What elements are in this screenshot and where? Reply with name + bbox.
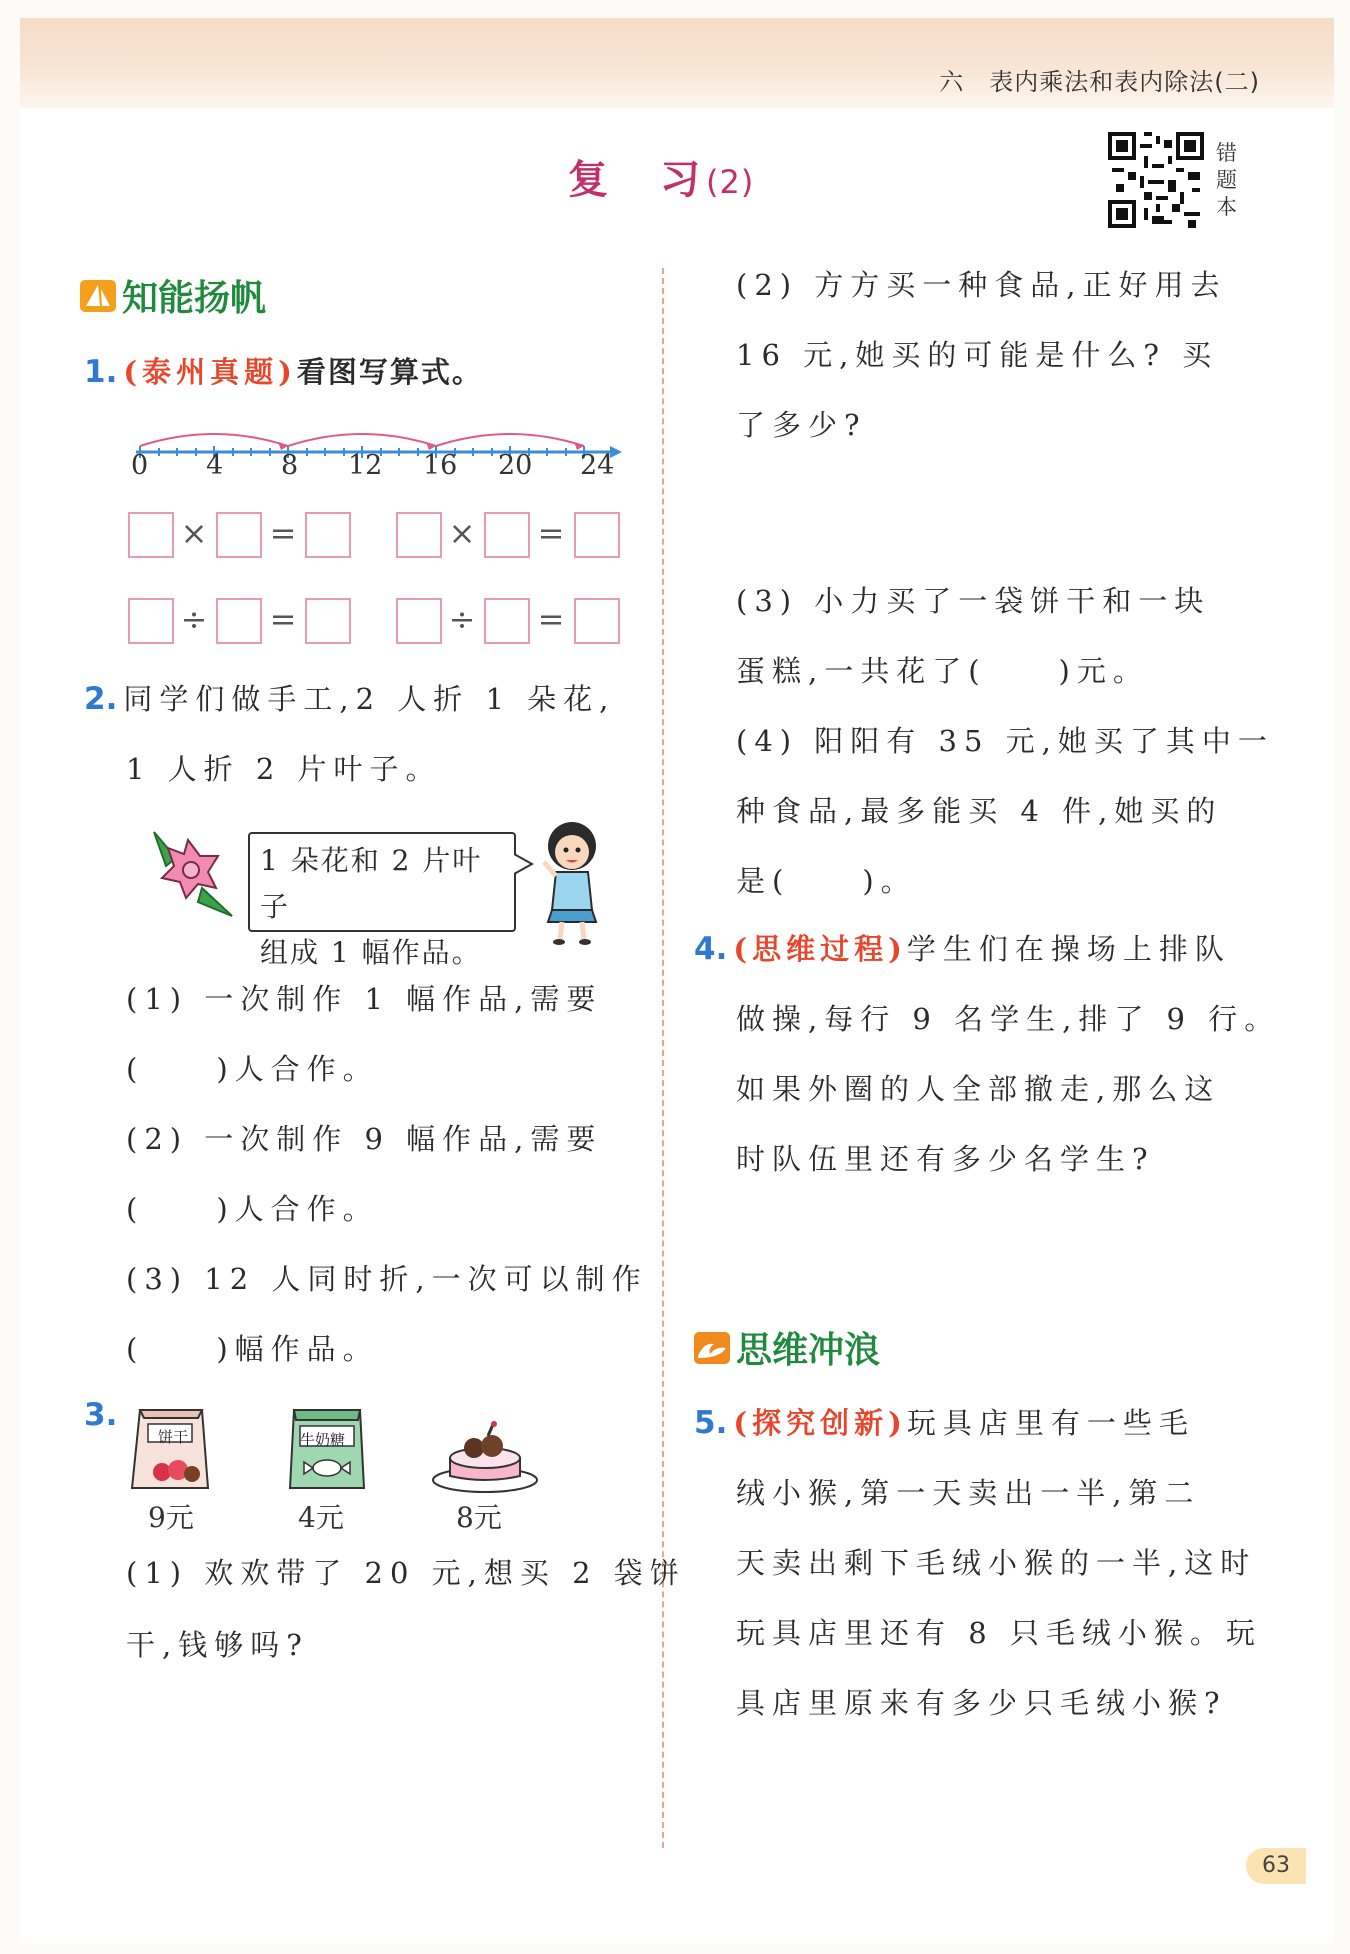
question-number: 4. [694, 931, 728, 967]
operator: × [448, 514, 476, 552]
q3-part-3: (3) 小力买了一袋饼干和一块 [736, 584, 1211, 618]
question-text-line: 绒小猴,第一天卖出一半,第二 [736, 1476, 1201, 1510]
question-number: 3. [84, 1397, 118, 1433]
item-price: 4元 [298, 1501, 344, 1534]
answer-box[interactable] [574, 598, 620, 644]
question-text-line: 1 人折 2 片叶子。 [126, 752, 442, 786]
operator: = [537, 514, 565, 552]
paper-flower-icon [146, 826, 236, 920]
q3-part-1: (1) 欢欢带了 20 元,想买 2 袋饼 [126, 1556, 686, 1590]
bubble-line: 组成 1 幅作品。 [260, 936, 482, 969]
page-title [568, 148, 754, 205]
biscuit-bag-icon [124, 1400, 220, 1496]
question-number: 2. [84, 681, 118, 717]
title-sub: (2) [706, 163, 755, 201]
answer-box[interactable] [396, 598, 442, 644]
operator: ÷ [180, 600, 208, 638]
q3-part-3-answer[interactable]: 蛋糕,一共花了( )元。 [736, 654, 1149, 688]
q2-part-2-answer[interactable]: ( )人合作。 [126, 1192, 379, 1226]
question-text: 看图写算式。 [296, 355, 483, 389]
answer-box[interactable] [396, 512, 442, 558]
answer-box[interactable] [305, 598, 351, 644]
cake-icon [430, 1418, 540, 1496]
question-text: 学生们在操场上排队 [906, 932, 1231, 966]
question-text-line: 时队伍里还有多少名学生? [736, 1142, 1155, 1176]
operator: × [180, 514, 208, 552]
section-label: 知能扬帆 [122, 278, 267, 319]
speech-bubble [248, 832, 516, 969]
bubble-line: 1 朵花和 2 片叶子 [260, 844, 483, 923]
q2-part-3-answer[interactable]: ( )幅作品。 [126, 1332, 379, 1366]
q3-part-4-line2: 种食品,最多能买 4 件,她买的 [736, 794, 1223, 828]
q3-part-4-answer[interactable]: 是( )。 [736, 864, 917, 898]
question-2 [84, 664, 615, 734]
qr-label: 错题本 [1216, 141, 1237, 219]
title-main: 复 习 [568, 157, 706, 203]
operator: = [537, 600, 565, 638]
operator: = [269, 514, 297, 552]
section-heading-siwei [694, 1322, 880, 1373]
answer-box[interactable] [305, 512, 351, 558]
question-number: 1. [84, 354, 118, 390]
question-tag: (探究创新) [733, 1406, 907, 1440]
operator: ÷ [448, 600, 476, 638]
answer-box[interactable] [128, 598, 174, 644]
item-label: 饼干 [158, 1428, 189, 1446]
tick-label: 12 [348, 450, 383, 481]
tick-label: 0 [131, 450, 149, 481]
qr-code-icon[interactable] [1108, 132, 1204, 228]
q3-part-4: (4) 阳阳有 35 元,她买了其中一 [736, 724, 1274, 758]
chapter-title: 六 表内乘法和表内除法(二) [939, 68, 1260, 96]
tick-label: 4 [206, 450, 224, 481]
question-text-line: 具店里原来有多少只毛绒小猴? [736, 1686, 1227, 1720]
column-divider [662, 268, 664, 1848]
question-3 [84, 1380, 123, 1450]
answer-box[interactable] [484, 598, 530, 644]
question-text-line: 如果外圈的人全部撤走,那么这 [736, 1072, 1221, 1106]
bubble-pointer [514, 852, 534, 878]
question-5 [694, 1388, 1195, 1458]
page-number: 63 [1246, 1848, 1306, 1884]
section-label: 思维冲浪 [736, 1330, 881, 1371]
question-text: 同学们做手工,2 人折 1 朵花, [123, 682, 616, 716]
q3-part-2-line2: 16 元,她买的可能是什么? 买 [736, 338, 1219, 372]
tick-label: 20 [498, 450, 533, 481]
section-sail-icon [80, 280, 116, 312]
item-price: 9元 [148, 1501, 194, 1534]
question-1 [84, 337, 483, 407]
section-wave-icon [694, 1332, 730, 1364]
answer-box[interactable] [216, 512, 262, 558]
q3-part-2: (2) 方方买一种食品,正好用去 [736, 268, 1227, 302]
answer-box[interactable] [484, 512, 530, 558]
question-text-line: 天卖出剩下毛绒小猴的一半,这时 [736, 1546, 1257, 1580]
answer-box[interactable] [216, 598, 262, 644]
tick-label: 24 [580, 450, 615, 481]
question-tag: (思维过程) [733, 932, 907, 966]
item-label: 牛奶糖 [300, 1431, 346, 1449]
q3-part-1-line2: 干,钱够吗? [126, 1628, 309, 1662]
answer-box[interactable] [128, 512, 174, 558]
section-heading-zhineng [80, 270, 266, 321]
tick-label: 16 [423, 450, 458, 481]
girl-character-icon [538, 818, 608, 948]
question-text-line: 做操,每行 9 名学生,排了 9 行。 [736, 1002, 1281, 1036]
q3-part-2-line3: 了多少? [736, 408, 867, 442]
question-4 [694, 914, 1231, 984]
q2-part-2: (2) 一次制作 9 幅作品,需要 [126, 1122, 603, 1156]
answer-box[interactable] [574, 512, 620, 558]
tick-label: 8 [281, 450, 299, 481]
q2-part-3: (3) 12 人同时折,一次可以制作 [126, 1262, 648, 1296]
q2-part-1-answer[interactable]: ( )人合作。 [126, 1052, 379, 1086]
item-price: 8元 [456, 1501, 502, 1534]
question-text-line: 玩具店里还有 8 只毛绒小猴。玩 [736, 1616, 1262, 1650]
operator: = [269, 600, 297, 638]
question-text: 玩具店里有一些毛 [906, 1406, 1195, 1440]
question-number: 5. [694, 1405, 728, 1441]
q2-part-1: (1) 一次制作 1 幅作品,需要 [126, 982, 603, 1016]
question-tag: (泰州真题) [123, 355, 297, 389]
